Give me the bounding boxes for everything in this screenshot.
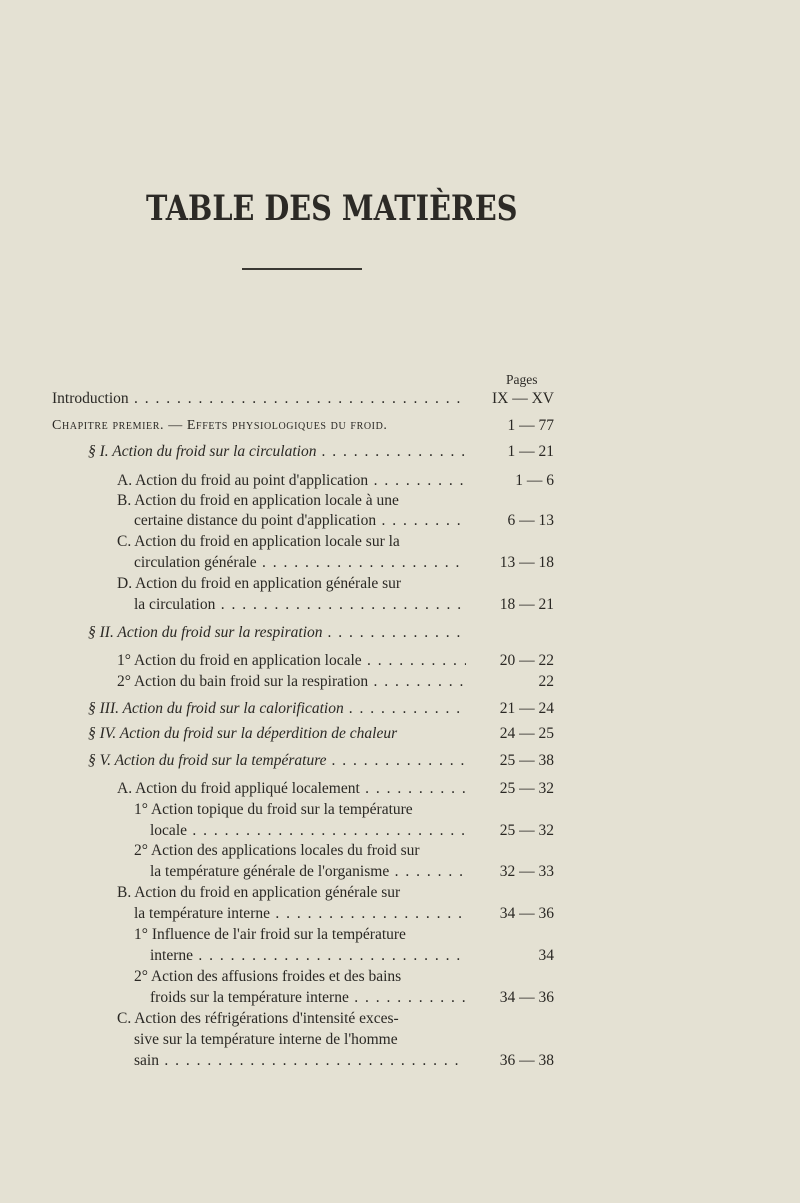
toc-entry-label: § III. Action du froid sur la calorification . . . (88, 698, 466, 720)
toc-entry-label: sive sur la température interne de l'homme (134, 1031, 398, 1048)
toc-entry-pages: IX — XV (492, 390, 554, 407)
toc-entry-label: C. Action des réfrigérations d'intensité exces- (117, 1010, 399, 1027)
toc-entry-pages: 22 (538, 673, 554, 690)
toc-entry-label: sain . . . (134, 1050, 466, 1072)
toc-entry-label: B. Action du froid en application générale sur (117, 884, 401, 901)
toc-entry-label: § II. Action du froid sur la respiration . . . (88, 622, 466, 644)
toc-entry-pages: 13 — 18 (499, 554, 554, 571)
toc-entry-label: Introduction . . . (52, 388, 466, 410)
toc-entry-label: interne . . . (150, 945, 466, 967)
toc-entry-label: 2° Action des applications locales du froid sur (134, 842, 420, 859)
toc-entry-label: 1° Action topique du froid sur la température (134, 801, 413, 818)
toc-entry-pages: 6 — 13 (507, 512, 554, 529)
toc-entry-pages: 34 — 36 (499, 989, 554, 1006)
toc-entry-label: § V. Action du froid sur la température . . . (88, 750, 466, 772)
toc-entry-pages: 18 — 21 (499, 596, 554, 613)
toc-entry-label: § I. Action du froid sur la circulation . . . (88, 441, 466, 463)
toc-entry-label: certaine distance du point d'application . . . (134, 510, 466, 532)
toc-entry-pages: 20 — 22 (499, 652, 554, 669)
toc-entry-pages: 34 — 36 (499, 905, 554, 922)
toc-entry-label: § IV. Action du froid sur la déperdition de chaleur (88, 725, 398, 742)
toc-entry-pages: 1 — 21 (507, 443, 554, 460)
toc-entry-label: la température interne . . . (134, 903, 466, 925)
toc-entry-label: C. Action du froid en application locale sur la (117, 533, 400, 550)
toc-entry-label: 1° Influence de l'air froid sur la température (134, 926, 406, 943)
toc-entry-label: la température générale de l'organisme . . . (150, 861, 466, 883)
toc-entry-pages: 1 — 77 (507, 417, 554, 434)
toc-entry-pages: 32 — 33 (499, 863, 554, 880)
toc-entry-label: A. Action du froid appliqué localement . . . (117, 778, 466, 800)
toc-entry-pages: 34 (538, 947, 554, 964)
toc-entry-pages: 25 — 38 (499, 752, 554, 769)
toc-entry-label: Chapitre premier. — Effets physiologiques du froid. (52, 418, 388, 433)
toc-entry-label: froids sur la température interne . . . (150, 987, 466, 1009)
toc-entry-pages: 1 — 6 (515, 472, 554, 489)
toc-entry-pages: 21 — 24 (499, 700, 554, 717)
page-title: TABLE DES MATIÈRES (146, 188, 518, 229)
toc-entry-label: la circulation . . . (134, 594, 466, 616)
title-divider (242, 268, 362, 270)
toc-entry-label: A. Action du froid au point d'application . . . (117, 470, 466, 492)
toc-entry-label: 2° Action du bain froid sur la respiration . . . (117, 671, 466, 693)
toc-entry-label: B. Action du froid en application locale à une (117, 492, 399, 509)
toc-entry-pages: 36 — 38 (499, 1052, 554, 1069)
toc-entry-label: D. Action du froid en application générale sur (117, 575, 402, 592)
toc-entry-label: 1° Action du froid en application locale . . . (117, 650, 466, 672)
toc-entry-label: 2° Action des affusions froides et des bains (134, 968, 402, 985)
toc-entry-pages: 25 — 32 (499, 822, 554, 839)
toc-entry-label: locale . . . (150, 820, 466, 842)
toc-entry-label: circulation générale . . . (134, 552, 466, 574)
toc-entry-pages: 25 — 32 (499, 780, 554, 797)
pages-column-header: Pages (506, 372, 538, 387)
toc-entry-pages: 24 — 25 (499, 725, 554, 742)
